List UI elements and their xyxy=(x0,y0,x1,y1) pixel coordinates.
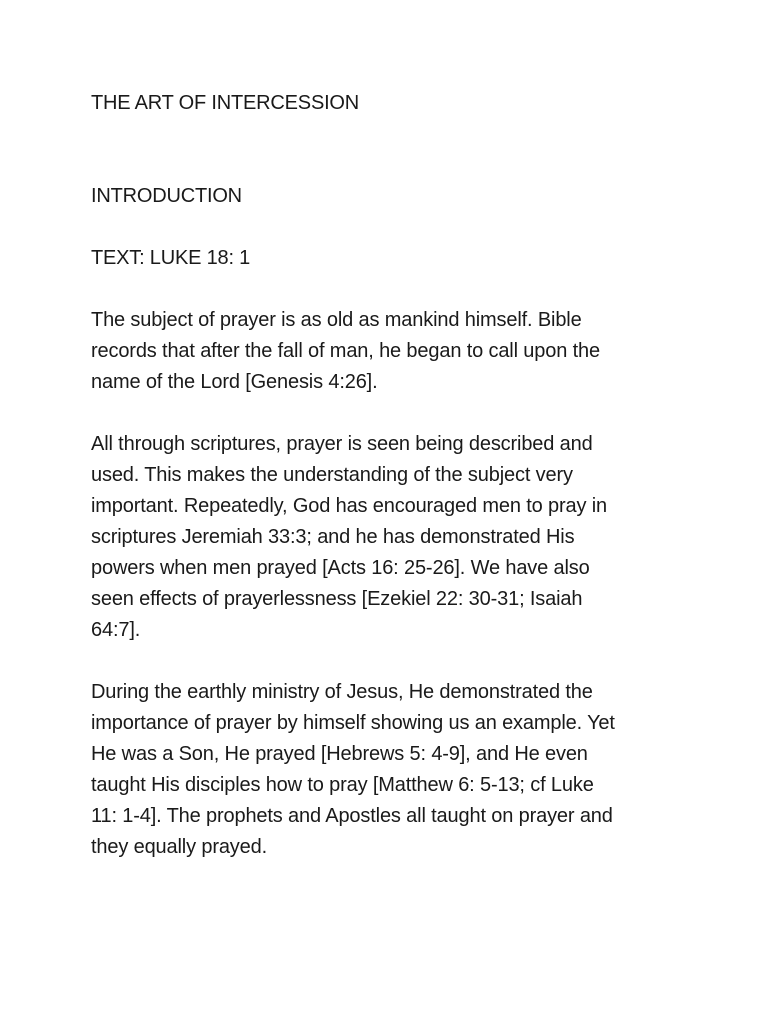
paragraph-line: powers when men prayed [Acts 16: 25-26]. We have also xyxy=(91,557,590,579)
section-heading: INTRODUCTION xyxy=(91,185,242,207)
text-reference: TEXT: LUKE 18: 1 xyxy=(91,247,251,269)
paragraph-line: 11: 1-4]. The prophets and Apostles all taught on prayer and xyxy=(91,805,613,827)
document-title: THE ART OF INTERCESSION xyxy=(91,92,360,114)
paragraph-line: seen effects of prayerlessness [Ezekiel 22: 30-31; Isaiah xyxy=(91,588,583,610)
paragraph-line: records that after the fall of man, he began to call upon the xyxy=(91,340,600,362)
paragraph-3 xyxy=(91,677,681,863)
paragraph-line: 64:7]. xyxy=(91,619,141,641)
paragraph-line: taught His disciples how to pray [Matthew 6: 5-13; cf Luke xyxy=(91,774,594,796)
paragraph-1 xyxy=(91,305,681,398)
document-body xyxy=(91,88,681,863)
paragraph-line: importance of prayer by himself showing us an example. Yet xyxy=(91,712,615,734)
paragraph-line: All through scriptures, prayer is seen being described and xyxy=(91,433,593,455)
paragraph-line: name of the Lord [Genesis 4:26]. xyxy=(91,371,378,393)
paragraph-line: they equally prayed. xyxy=(91,836,268,858)
paragraph-line: The subject of prayer is as old as mankind himself. Bible xyxy=(91,309,582,331)
paragraph-line: He was a Son, He prayed [Hebrews 5: 4-9], and He even xyxy=(91,743,588,765)
paragraph-2 xyxy=(91,429,681,646)
paragraph-line: scriptures Jeremiah 33:3; and he has demonstrated His xyxy=(91,526,575,548)
paragraph-line: important. Repeatedly, God has encouraged men to pray in xyxy=(91,495,607,517)
paragraph-line: used. This makes the understanding of the subject very xyxy=(91,464,573,486)
paragraph-line: During the earthly ministry of Jesus, He demonstrated the xyxy=(91,681,593,703)
